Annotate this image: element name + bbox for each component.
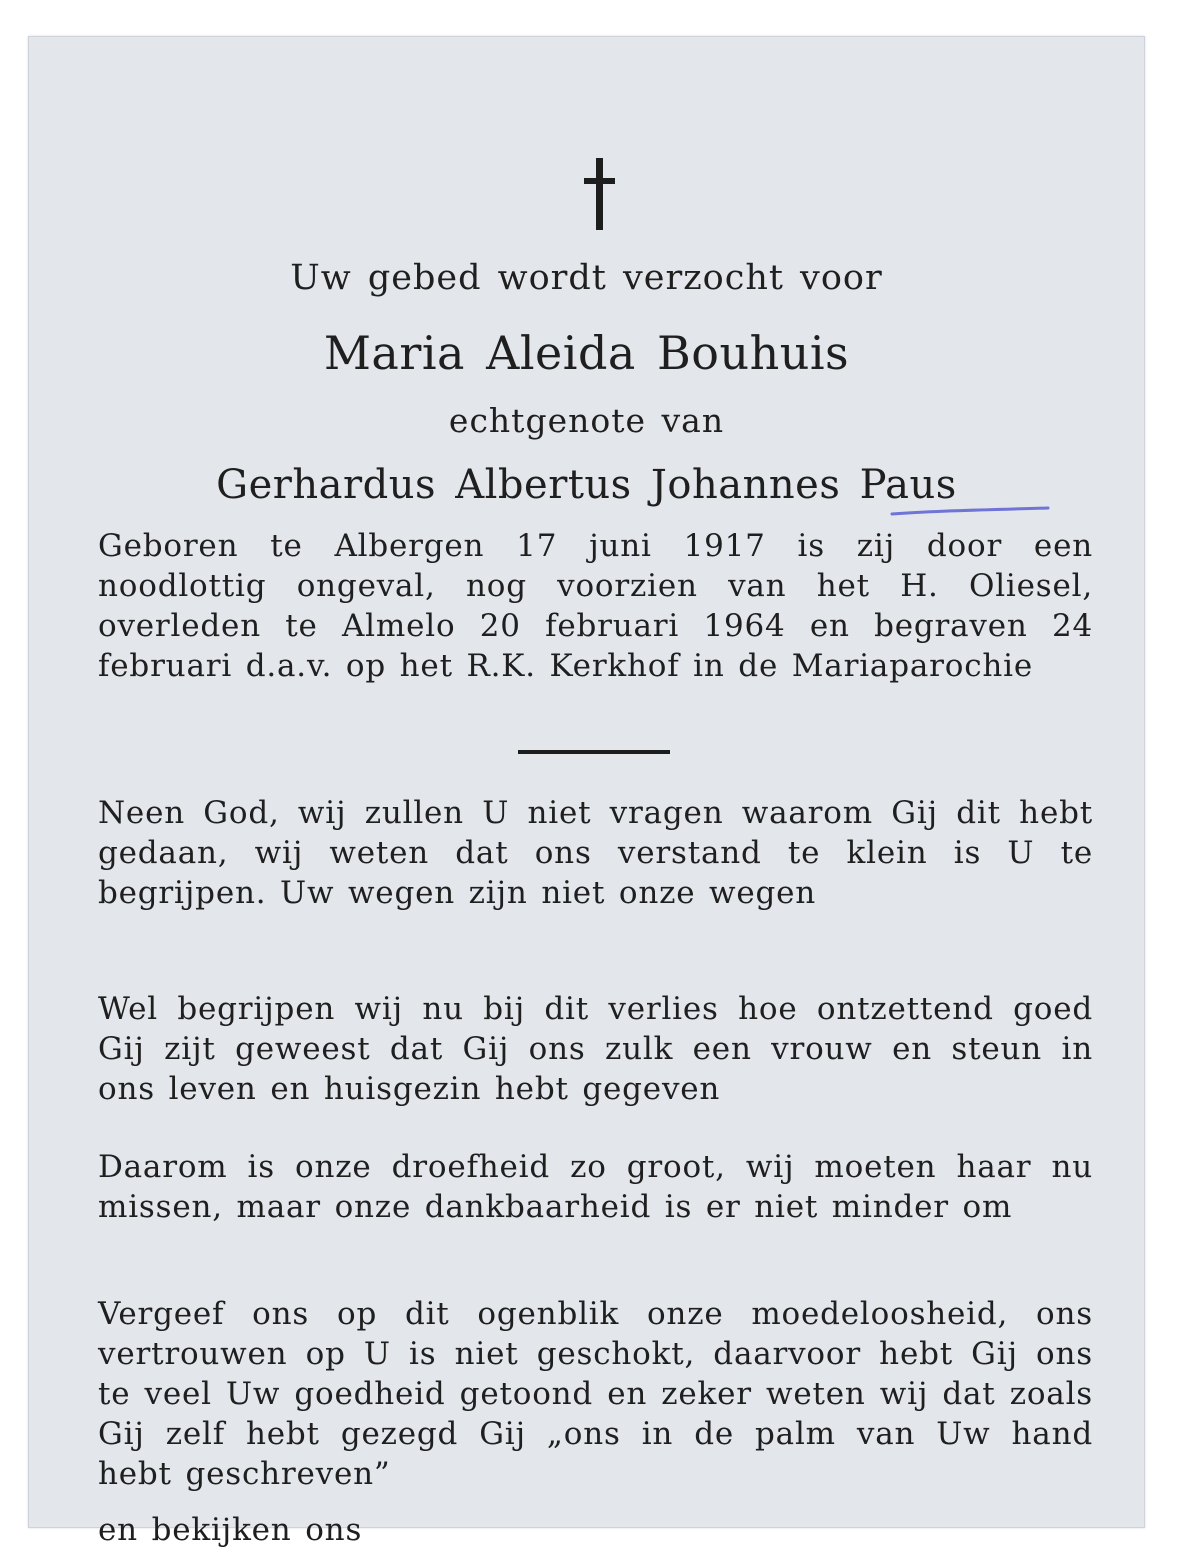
spouse-label: echtgenote van — [448, 401, 725, 440]
deceased-name: Maria Aleida Bouhuis — [323, 326, 850, 380]
prayer-paragraph-3: Daarom is onze droefheid zo groot, wij moeten haar nu missen, maar onze dankbaarheid is er niet minder om — [98, 1149, 1093, 1225]
biography-paragraph: Geboren te Albergen 17 juni 1917 is zij door een noodlottig ongeval, nog voorzien van het H. Oliesel, overleden te Almelo 20 februari 1964 en begraven 24 februari d.a.v. op het R.K. Kerkhof in de Mariaparochie — [98, 528, 1093, 684]
cut-off-line — [98, 1494, 1093, 1548]
pen-underline-mark — [890, 506, 1050, 518]
prayer-paragraph-4: Vergeef ons op dit ogenblik onze moedeloosheid, ons vertrouwen op U is niet geschokt, daarvoor hebt Gij ons te veel Uw goedheid getoond en zeker weten wij dat zoals Gij zelf hebt gezegd Gij „ons in de palm van Uw hand hebt geschreven” — [98, 1296, 1093, 1492]
prayer-paragraph-2: Wel begrijpen wij nu bij dit verlies hoe ontzettend goed Gij zijt geweest dat Gij ons zulk een vrouw en steun in ons leven en huisgezin hebt gegeven — [98, 991, 1093, 1107]
divider-line — [518, 750, 670, 754]
cut-off-text: en bekijken ons — [98, 1512, 363, 1548]
spouse-name: Gerhardus Albertus Johannes Paus — [216, 462, 957, 508]
prayer-paragraph-1: Neen God, wij zullen U niet vragen waarom Gij dit hebt gedaan, wij weten dat ons verstand te klein is U te begrijpen. Uw wegen zijn niet onze wegen — [98, 795, 1093, 911]
prayer-request-heading: Uw gebed wordt verzocht voor — [290, 258, 883, 298]
cross-icon — [584, 158, 614, 230]
memorial-card — [28, 36, 1145, 1548]
